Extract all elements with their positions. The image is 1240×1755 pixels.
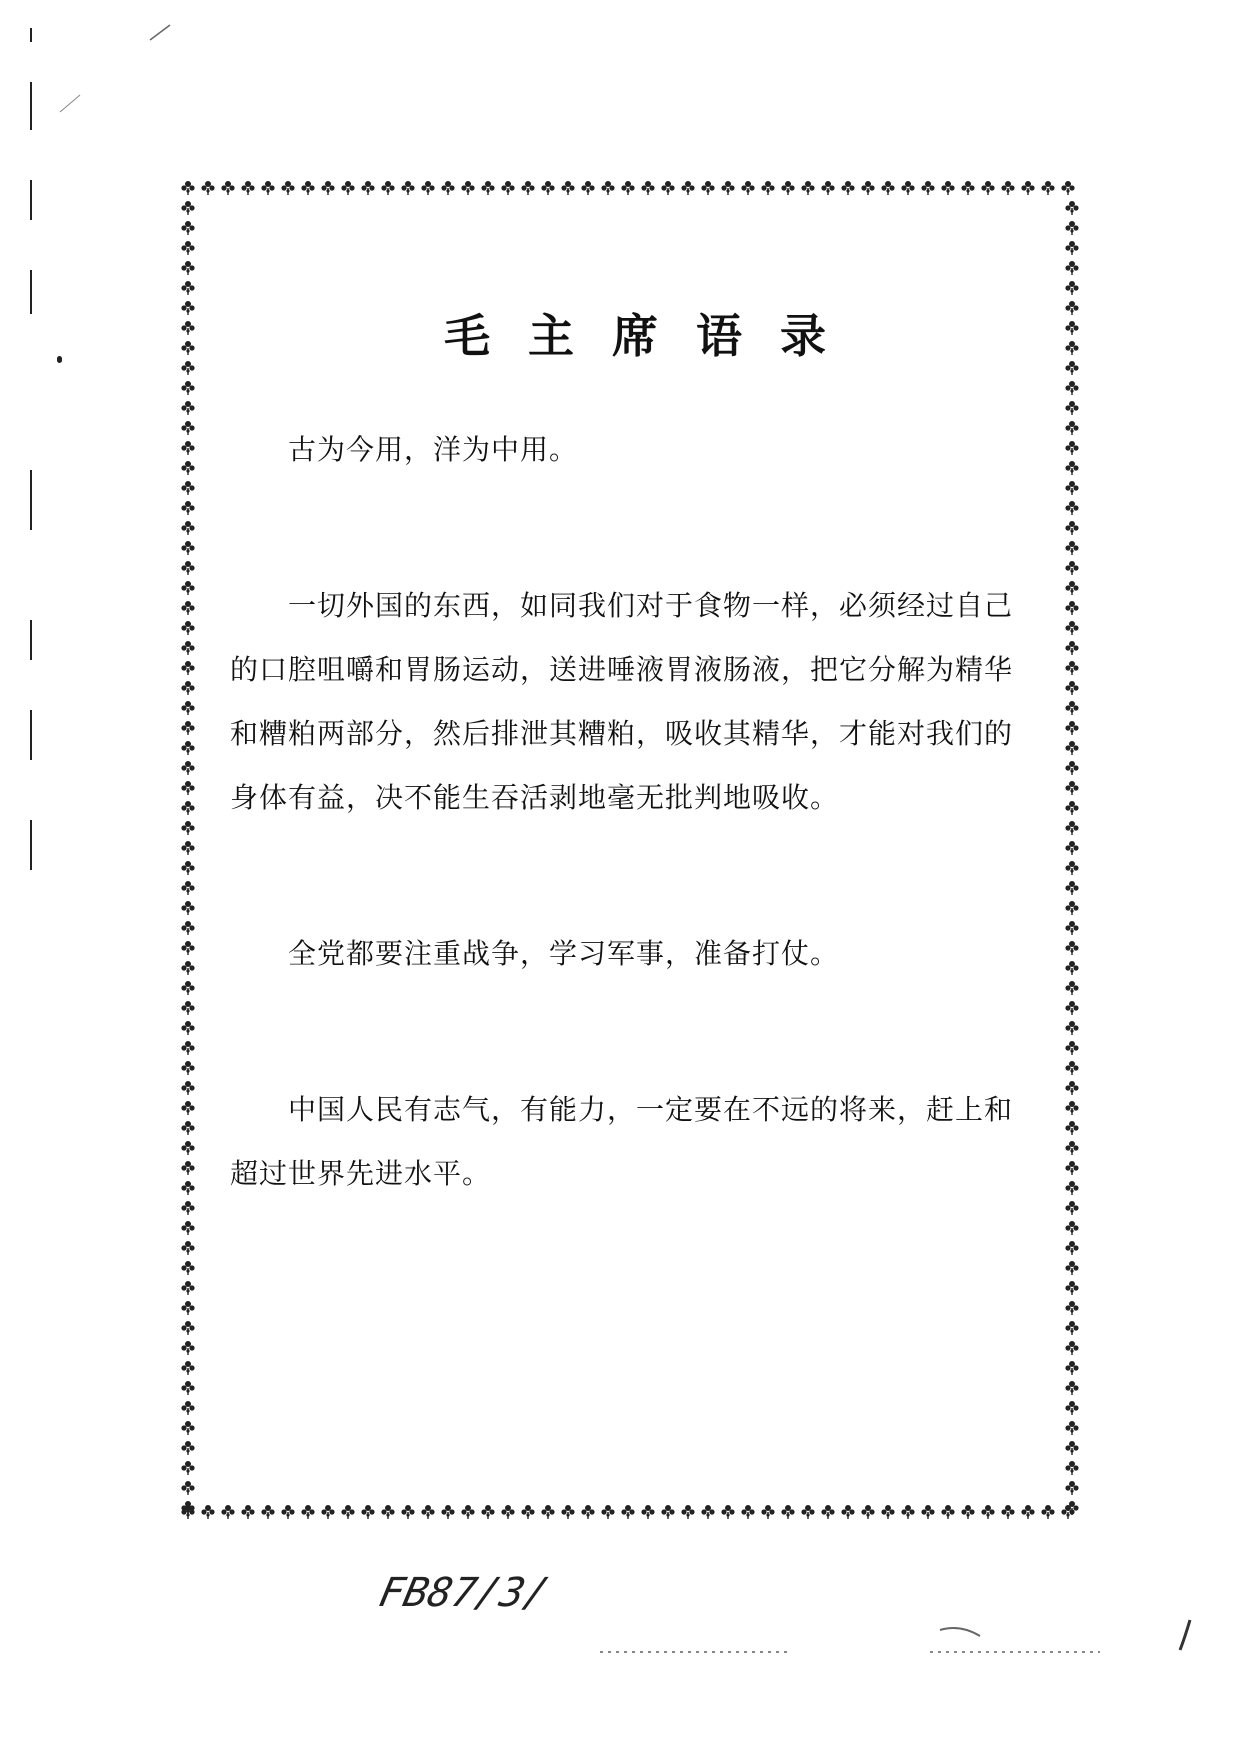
clover-cross-icon	[181, 1021, 194, 1035]
clover-cross-icon	[181, 901, 194, 915]
clover-cross-icon	[621, 1505, 634, 1519]
scan-mark	[30, 82, 32, 130]
clover-cross-icon	[181, 1401, 194, 1415]
clover-cross-icon	[181, 421, 194, 435]
clover-cross-icon	[981, 181, 994, 195]
clover-cross-icon	[1065, 1101, 1078, 1115]
clover-cross-icon	[181, 441, 194, 455]
clover-cross-icon	[1065, 661, 1078, 675]
clover-cross-icon	[181, 401, 194, 415]
clover-cross-icon	[181, 761, 194, 775]
clover-cross-icon	[1065, 801, 1078, 815]
clover-cross-icon	[441, 181, 454, 195]
clover-cross-icon	[1065, 201, 1078, 215]
clover-cross-icon	[181, 961, 194, 975]
clover-cross-icon	[661, 181, 674, 195]
clover-cross-icon	[1065, 601, 1078, 615]
clover-cross-icon	[181, 801, 194, 815]
clover-cross-icon	[1065, 1141, 1078, 1155]
clover-cross-icon	[1065, 321, 1078, 335]
clover-cross-icon	[181, 1221, 194, 1235]
clover-cross-icon	[521, 181, 534, 195]
clover-cross-icon	[1065, 1261, 1078, 1275]
clover-cross-icon	[861, 181, 874, 195]
clover-cross-icon	[181, 841, 194, 855]
clover-cross-icon	[181, 1041, 194, 1055]
clover-cross-icon	[541, 181, 554, 195]
clover-cross-icon	[181, 1301, 194, 1315]
clover-cross-icon	[1065, 441, 1078, 455]
content-area	[230, 290, 1040, 1206]
clover-cross-icon	[181, 361, 194, 375]
clover-cross-icon	[181, 1141, 194, 1155]
clover-cross-icon	[1065, 1341, 1078, 1355]
clover-cross-icon	[181, 1505, 194, 1519]
clover-cross-icon	[1065, 481, 1078, 495]
clover-cross-icon	[301, 1505, 314, 1519]
clover-cross-icon	[681, 181, 694, 195]
clover-cross-icon	[1065, 841, 1078, 855]
quote-paragraph: 全党都要注重战争，学习军事，准备打仗。	[288, 937, 840, 970]
clover-cross-icon	[181, 461, 194, 475]
clover-cross-icon	[181, 1201, 194, 1215]
clover-cross-icon	[401, 181, 414, 195]
clover-cross-icon	[1021, 1505, 1034, 1519]
scan-mark	[30, 620, 32, 660]
clover-cross-icon	[181, 721, 194, 735]
clover-cross-icon	[181, 481, 194, 495]
clover-cross-icon	[1065, 821, 1078, 835]
clover-cross-icon	[901, 181, 914, 195]
clover-cross-icon	[1065, 941, 1078, 955]
clover-cross-icon	[521, 1505, 534, 1519]
clover-cross-icon	[181, 501, 194, 515]
clover-cross-icon	[1065, 221, 1078, 235]
clover-cross-icon	[1065, 281, 1078, 295]
clover-cross-icon	[181, 201, 194, 215]
clover-cross-icon	[1061, 1505, 1074, 1519]
clover-cross-icon	[721, 1505, 734, 1519]
clover-cross-icon	[1065, 261, 1078, 275]
clover-cross-icon	[241, 1505, 254, 1519]
clover-cross-icon	[1065, 461, 1078, 475]
clover-cross-icon	[1065, 1181, 1078, 1195]
clover-cross-icon	[1065, 641, 1078, 655]
scan-mark	[30, 28, 32, 42]
clover-cross-icon	[181, 701, 194, 715]
clover-cross-icon	[1065, 1441, 1078, 1455]
clover-cross-icon	[341, 181, 354, 195]
clover-cross-icon	[181, 741, 194, 755]
clover-cross-icon	[881, 181, 894, 195]
clover-cross-icon	[1065, 1481, 1078, 1495]
clover-cross-icon	[281, 181, 294, 195]
clover-cross-icon	[861, 1505, 874, 1519]
clover-cross-icon	[1021, 181, 1034, 195]
clover-cross-icon	[181, 781, 194, 795]
clover-cross-icon	[541, 1505, 554, 1519]
quote-paragraph: 古为今用，洋为中用。	[288, 433, 579, 466]
clover-cross-icon	[1065, 1041, 1078, 1055]
clover-cross-icon	[181, 861, 194, 875]
clover-cross-icon	[181, 1061, 194, 1075]
clover-cross-icon	[181, 601, 194, 615]
clover-cross-icon	[181, 521, 194, 535]
clover-cross-icon	[181, 221, 194, 235]
clover-cross-icon	[341, 1505, 354, 1519]
quote-paragraph: 一切外国的东西，如同我们对于食物一样，必须经过自己的口腔咀嚼和胃肠运动，送进唾液胃液肠液，把它分解为精华和糟粕两部分，然后排泄其糟粕，吸收其精华，才能对我们的身体有益，决不能生吞活剥地毫无批判地吸收。	[230, 589, 1014, 814]
scan-mark	[30, 710, 32, 760]
clover-cross-icon	[1065, 1321, 1078, 1335]
clover-cross-icon	[1065, 1421, 1078, 1435]
clover-cross-icon	[621, 181, 634, 195]
clover-cross-icon	[381, 181, 394, 195]
scan-mark	[30, 470, 32, 530]
clover-cross-icon	[1001, 181, 1014, 195]
clover-cross-icon	[1061, 181, 1074, 195]
clover-cross-icon	[561, 181, 574, 195]
clover-cross-icon	[1065, 1021, 1078, 1035]
clover-cross-icon	[821, 181, 834, 195]
clover-cross-icon	[181, 941, 194, 955]
clover-cross-icon	[581, 1505, 594, 1519]
clover-cross-icon	[941, 181, 954, 195]
clover-cross-icon	[1065, 241, 1078, 255]
clover-cross-icon	[181, 1481, 194, 1495]
clover-cross-icon	[1065, 861, 1078, 875]
clover-cross-icon	[1065, 921, 1078, 935]
clover-cross-icon	[361, 181, 374, 195]
clover-cross-icon	[261, 1505, 274, 1519]
clover-cross-icon	[181, 1001, 194, 1015]
clover-cross-icon	[181, 921, 194, 935]
clover-cross-icon	[1065, 501, 1078, 515]
clover-cross-icon	[1065, 341, 1078, 355]
clover-cross-icon	[181, 1241, 194, 1255]
clover-cross-icon	[1065, 1461, 1078, 1475]
clover-cross-icon	[761, 1505, 774, 1519]
clover-cross-icon	[181, 621, 194, 635]
clover-cross-icon	[461, 181, 474, 195]
clover-cross-icon	[181, 241, 194, 255]
clover-cross-icon	[181, 1421, 194, 1435]
clover-cross-icon	[1065, 1121, 1078, 1135]
clover-cross-icon	[401, 1505, 414, 1519]
clover-cross-icon	[181, 341, 194, 355]
clover-cross-icon	[221, 1505, 234, 1519]
clover-cross-icon	[1065, 1081, 1078, 1095]
clover-cross-icon	[1065, 681, 1078, 695]
clover-cross-icon	[921, 181, 934, 195]
clover-cross-icon	[1065, 881, 1078, 895]
clover-cross-icon	[1065, 981, 1078, 995]
clover-cross-icon	[1065, 541, 1078, 555]
clover-cross-icon	[841, 181, 854, 195]
clover-cross-icon	[361, 1505, 374, 1519]
clover-cross-icon	[201, 1505, 214, 1519]
clover-cross-icon	[1041, 181, 1054, 195]
clover-cross-icon	[181, 661, 194, 675]
clover-cross-icon	[1065, 401, 1078, 415]
clover-cross-icon	[561, 1505, 574, 1519]
clover-cross-icon	[281, 1505, 294, 1519]
clover-cross-icon	[881, 1505, 894, 1519]
clover-cross-icon	[1065, 361, 1078, 375]
clover-cross-icon	[761, 181, 774, 195]
clover-cross-icon	[1065, 901, 1078, 915]
clover-cross-icon	[181, 321, 194, 335]
clover-cross-icon	[261, 181, 274, 195]
clover-cross-icon	[501, 1505, 514, 1519]
clover-cross-icon	[441, 1505, 454, 1519]
clover-cross-icon	[961, 181, 974, 195]
clover-cross-icon	[181, 1101, 194, 1115]
clover-cross-icon	[181, 1361, 194, 1375]
clover-cross-icon	[701, 1505, 714, 1519]
clover-cross-icon	[981, 1505, 994, 1519]
clover-cross-icon	[221, 181, 234, 195]
clover-cross-icon	[781, 1505, 794, 1519]
clover-cross-icon	[1065, 741, 1078, 755]
clover-cross-icon	[181, 581, 194, 595]
scan-mark	[30, 270, 32, 314]
clover-cross-icon	[181, 1381, 194, 1395]
scan-mark	[30, 820, 32, 870]
clover-cross-icon	[1065, 721, 1078, 735]
clover-cross-icon	[961, 1505, 974, 1519]
clover-cross-icon	[181, 261, 194, 275]
clover-cross-icon	[781, 181, 794, 195]
clover-cross-icon	[1065, 1301, 1078, 1315]
clover-cross-icon	[181, 881, 194, 895]
clover-cross-icon	[1065, 621, 1078, 635]
clover-cross-icon	[1065, 1161, 1078, 1175]
clover-cross-icon	[181, 1321, 194, 1335]
clover-cross-icon	[501, 181, 514, 195]
clover-cross-icon	[1065, 701, 1078, 715]
clover-cross-icon	[1001, 1505, 1014, 1519]
scan-mark	[30, 180, 32, 220]
clover-cross-icon	[181, 1341, 194, 1355]
clover-cross-icon	[201, 181, 214, 195]
clover-cross-icon	[901, 1505, 914, 1519]
clover-cross-icon	[421, 181, 434, 195]
clover-cross-icon	[1065, 561, 1078, 575]
clover-cross-icon	[181, 641, 194, 655]
handwritten-reference-note: FB87/3/	[375, 1570, 554, 1616]
clover-cross-icon	[1065, 1001, 1078, 1015]
clover-cross-icon	[1065, 1241, 1078, 1255]
clover-cross-icon	[1065, 761, 1078, 775]
scan-mark	[57, 356, 62, 363]
clover-cross-icon	[181, 541, 194, 555]
clover-cross-icon	[601, 181, 614, 195]
clover-cross-icon	[181, 1121, 194, 1135]
clover-cross-icon	[181, 981, 194, 995]
clover-cross-icon	[1065, 1061, 1078, 1075]
clover-cross-icon	[1065, 1501, 1078, 1515]
quote-paragraph: 中国人民有志气，有能力，一定要在不远的将来，赶上和超过世界先进水平。	[230, 1093, 1014, 1190]
clover-cross-icon	[1065, 1361, 1078, 1375]
page-title: 毛主席语录	[444, 309, 864, 363]
clover-cross-icon	[661, 1505, 674, 1519]
clover-cross-icon	[181, 681, 194, 695]
clover-cross-icon	[1065, 1281, 1078, 1295]
clover-cross-icon	[941, 1505, 954, 1519]
clover-cross-icon	[181, 561, 194, 575]
clover-cross-icon	[1065, 1401, 1078, 1415]
clover-cross-icon	[1065, 1381, 1078, 1395]
clover-cross-icon	[321, 1505, 334, 1519]
clover-cross-icon	[461, 1505, 474, 1519]
clover-cross-icon	[641, 1505, 654, 1519]
clover-cross-icon	[181, 1461, 194, 1475]
clover-cross-icon	[181, 381, 194, 395]
clover-cross-icon	[181, 1501, 194, 1515]
clover-cross-icon	[1065, 1221, 1078, 1235]
clover-cross-icon	[181, 1181, 194, 1195]
clover-cross-icon	[1065, 1201, 1078, 1215]
clover-cross-icon	[701, 181, 714, 195]
clover-cross-icon	[181, 281, 194, 295]
clover-cross-icon	[1065, 381, 1078, 395]
clover-cross-icon	[601, 1505, 614, 1519]
clover-cross-icon	[1065, 581, 1078, 595]
clover-cross-icon	[1065, 421, 1078, 435]
clover-cross-icon	[181, 1281, 194, 1295]
clover-cross-icon	[681, 1505, 694, 1519]
clover-cross-icon	[301, 181, 314, 195]
clover-cross-icon	[641, 181, 654, 195]
clover-cross-icon	[481, 181, 494, 195]
clover-cross-icon	[821, 1505, 834, 1519]
clover-cross-icon	[421, 1505, 434, 1519]
clover-cross-icon	[241, 181, 254, 195]
clover-cross-icon	[1041, 1505, 1054, 1519]
clover-cross-icon	[481, 1505, 494, 1519]
clover-cross-icon	[181, 1261, 194, 1275]
clover-cross-icon	[921, 1505, 934, 1519]
clover-cross-icon	[741, 1505, 754, 1519]
clover-cross-icon	[321, 181, 334, 195]
clover-cross-icon	[181, 1081, 194, 1095]
clover-cross-icon	[181, 821, 194, 835]
clover-cross-icon	[841, 1505, 854, 1519]
clover-cross-icon	[181, 1161, 194, 1175]
clover-cross-icon	[1065, 781, 1078, 795]
clover-cross-icon	[721, 181, 734, 195]
clover-cross-icon	[581, 181, 594, 195]
clover-cross-icon	[1065, 521, 1078, 535]
clover-cross-icon	[1065, 301, 1078, 315]
clover-cross-icon	[741, 181, 754, 195]
clover-cross-icon	[801, 181, 814, 195]
clover-cross-icon	[181, 181, 194, 195]
clover-cross-icon	[1065, 961, 1078, 975]
clover-cross-icon	[181, 301, 194, 315]
clover-cross-icon	[381, 1505, 394, 1519]
clover-cross-icon	[181, 1441, 194, 1455]
clover-cross-icon	[801, 1505, 814, 1519]
